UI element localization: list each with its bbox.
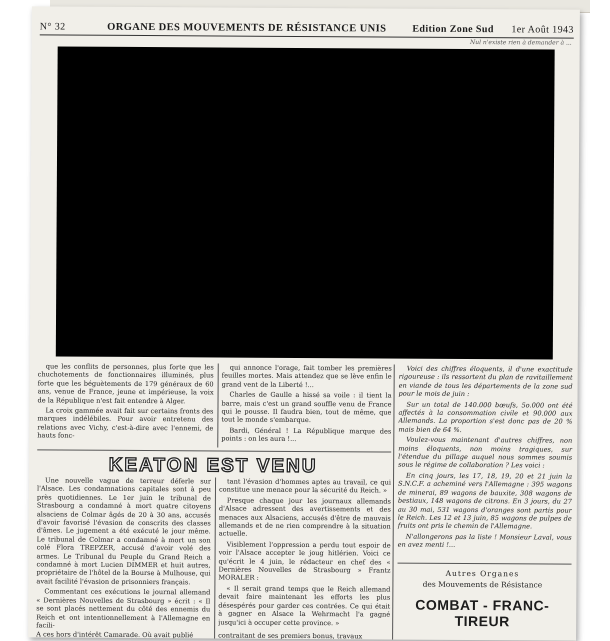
paragraph: « Il serait grand temps que le Reich allemand devait faire maintenant les efforts les plus désespérés pour garder ces contrées. Ce qui était à gagner en Alsace la Wehrmacht l'a gagné jusqu'ici à occuper cette province. » (218, 584, 391, 627)
issue-date: 1er Août 1943 (511, 23, 574, 36)
bottom-text-2: contraitant de ses premiers bonus, travaux (218, 631, 363, 641)
paragraph: La croix gammée avait fait sur certains fronts des marques indélébiles. Pour avoir entretenu des relations avec Vichy, c'est-à-dire avec l'ennemi, de hauts fonc- (37, 406, 214, 440)
paragraph: qui annonce l'orage, fait tomber les premières feuilles mortes. Mais attendez que se lève enfin le grand vent de la Liberté !... (221, 363, 392, 389)
paragraph: Une nouvelle vague de terreur déferle sur l'Alsace. Les condamnations capitales sont à peu près quotidiennes. Le 1er juin le tribunal de Strasbourg a condamné à mort quatre citoyens alsaciens de Colmar âgés de 20 à 30 ans, accusés d'avoir favorisé l'évasion de conscrits des classes d'âmes. Le jugement a été exécuté le jour même. Le tribunal de Colmar a condamné à mort un son colé Flora TREPZER, accusé d'avoir volé des armes. Le Tribunal du Peuple du Grand Reich a condamné à mort Lucien DIMMER et huit autres, propriétaire de l'hôtel de la Bourse à Mulhouse, qui avait facilité l'évasion de prisonniers français. (36, 476, 212, 587)
paragraph: En cinq jours, les 17, 18, 19, 20 et 21 juin la S.N.C.F. a acheminé vers l'Allemagne : 395 wagons de minerai, 89 wagons de bauxite, 308 wagons de bestiaux, 148 wagons de citrons. En 3 jours, du 27 au 30 mai, 531 wagons d'oranges sont partis pour le Reich. Les 12 et 13 juin, 85 wagons de pulpes de fruits ont pris le chemin de l'Allemagne. (397, 471, 573, 531)
article-col1 (36, 476, 211, 638)
newspaper-page (28, 6, 580, 640)
box-line3: COMBAT - FRANC-TIREUR (415, 596, 550, 630)
paragraph: Bardi, Général ! La République marque des points : on les aura !... (221, 426, 392, 444)
article-col2 (218, 477, 391, 639)
paragraph: Voulez-vous maintenant d'autres chiffres, non moins éloquents, non moins tragiques, sur l'étendue du pillage auquel nous sommes soumis sous le régime de collaboration ? Les voici : (398, 435, 573, 470)
paragraph: N'allongerons pas la liste ! Monsieur Laval, vous en avez menti !... (397, 532, 572, 550)
edition-label: Edition Zone Sud (412, 23, 494, 35)
other-organs-box (393, 564, 571, 637)
issue-number: N° 32 (39, 20, 66, 33)
column-divider (214, 477, 216, 638)
box-line1: Autres Organes (445, 568, 520, 579)
box-line2: des Mouvements de Résistance (422, 579, 543, 590)
organ-title: ORGANE DES MOUVEMENTS DE RÉSISTANCE UNIS (107, 21, 387, 34)
masthead (40, 18, 574, 38)
redacted-photo (56, 46, 555, 359)
section-rule (37, 449, 391, 452)
paragraph: tant l'évasion d'hommes aptes au travail, ce qui constitue une menace pour la sécurité du Reich. » (218, 477, 392, 495)
column-divider (217, 363, 219, 447)
col2-top-text (221, 363, 392, 448)
paragraph: Charles de Gaulle a hissé sa voile : il tient la barre, mais c'est un grand souffle venu de France qui le pousse. Il faudra bien, tout de même, que tout le monde s'embarque. (221, 390, 392, 425)
tagline: Nul n'existe rien à demander à ... (469, 39, 572, 47)
paragraph: Presque chaque jour les journaux allemands d'Alsace adressent des avertissements et des menaces aux Alsaciens, accusés d'être de mauvais allemands et de ne rien comprendre à la situation actuelle. (218, 496, 391, 539)
col1-top-text (37, 362, 214, 447)
paragraph: Visiblement l'oppression a perdu tout espoir de voir l'Alsace accepter le joug hitlérien. Voici ce qu'écrit le 4 juin, le rédacteur en chef des « Dernières Nouvelles de Strasbourg » Frantz MORALER : (218, 540, 391, 583)
bottom-snippet-2 (218, 631, 390, 640)
paragraph: Voici des chiffres éloquents, il d'une exactitude rigoureuse : ils ressortent du plan de ravitaillement en viande de tous les départements de la zone sud pour le mois de juin : (398, 364, 573, 399)
bottom-snippet (36, 630, 210, 639)
paragraph: que les conflits de personnes, plus forte que les chuchotements de fonctionnaires illuminés, plus forte que les béguètements de 179 généraux de 60 ans, venue de France, jeune et impérieuse, la voix de la République n'est fait entendre à Alger. (37, 362, 214, 405)
paragraph: Sur un total de 140.000 bœufs, 5o.000 ont été affectés à la consommation civile et 90.000 aux Allemands. La proportion s'est donc pas de 20 % mais bien de 64 %. (398, 400, 573, 434)
col3-text (398, 365, 573, 562)
bottom-text: A ces hors d'intérêt Camarade. Où avait publié (36, 630, 194, 640)
headline: KEATON EST VENU (108, 454, 318, 478)
paragraph: Commentant ces exécutions le journal allemand « Dernières Nouvelles de Strasbourg » écrit : « Il se sont placés nettement du côté des ennemis du Reich et ont intentionnellement à l'Allemagne en facili- (36, 587, 211, 630)
